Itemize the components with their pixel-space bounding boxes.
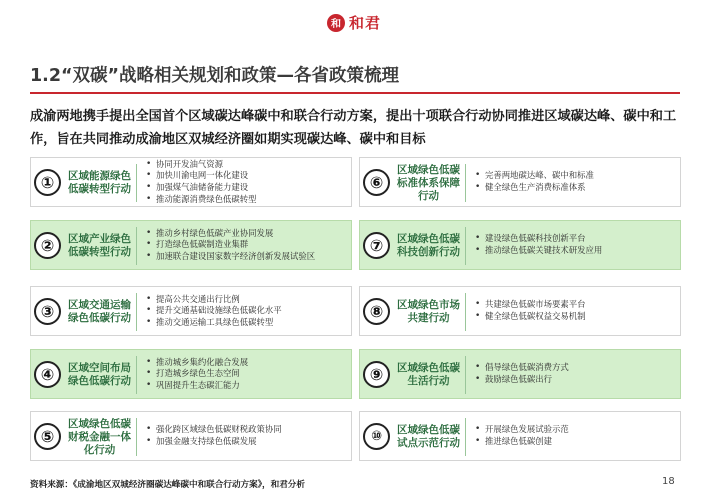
action-items: [474, 350, 676, 398]
list-item: • 提升交通基础设施绿色低碳化水平: [145, 305, 347, 317]
list-item: • 强化跨区域绿色低碳财税政策协同: [145, 424, 347, 436]
action-card-8: [359, 286, 681, 336]
action-items: [474, 412, 676, 460]
action-number: ⑨: [363, 361, 390, 388]
list-item: • 协同开发油气资源: [145, 159, 347, 171]
label-divider: [465, 164, 466, 202]
page-title: 1.2“双碳”战略相关规划和政策—各省政策梳理: [30, 66, 400, 86]
action-card-2: [30, 220, 352, 270]
label-divider: [136, 293, 137, 331]
action-items: [474, 221, 676, 269]
label-divider: [136, 418, 137, 456]
action-card-10: [359, 411, 681, 461]
source-note: 资料来源：《成渝地区双城经济圈碳达峰碳中和联合行动方案》，和君分析: [30, 480, 305, 490]
lead-paragraph: 成渝两地携手提出全国首个区域碳达峰碳中和联合行动方案，提出十项联合行动协同推进区域碳达峰、碳中和工作，旨在共同推动成渝地区双城经济圈如期实现碳达峰、碳中和目标: [30, 109, 677, 147]
action-card-7: [359, 220, 681, 270]
action-items: [474, 158, 676, 206]
action-card-5: [30, 411, 352, 461]
brand-mark-icon: 和: [327, 14, 345, 32]
action-number: ①: [34, 169, 61, 196]
action-number: ②: [34, 232, 61, 259]
action-number: ⑦: [363, 232, 390, 259]
action-card-3: [30, 286, 352, 336]
list-item: • 倡导绿色低碳消费方式: [474, 362, 676, 374]
action-card-1: [30, 157, 352, 207]
action-items: [474, 287, 676, 335]
list-item: • 健全绿色低碳权益交易机制: [474, 311, 676, 323]
list-item: • 共建绿色低碳市场要素平台: [474, 299, 676, 311]
list-item: • 完善两地碳达峰、碳中和标准: [474, 170, 676, 182]
list-item: • 开展绿色发展试验示范: [474, 424, 676, 436]
list-item: • 鼓励绿色低碳出行: [474, 374, 676, 386]
action-items: [145, 221, 347, 269]
list-item: • 推动绿色低碳关键技术研发应用: [474, 245, 676, 257]
action-label: 区域绿色低碳试点示范行动: [397, 424, 460, 449]
list-item: • 打造绿色低碳制造业集群: [145, 239, 347, 251]
list-item: • 健全绿色生产消费标准体系: [474, 182, 676, 194]
list-item: • 加快川渝电网一体化建设: [145, 170, 347, 182]
label-divider: [136, 164, 137, 202]
action-label: 区域产业绿色低碳转型行动: [68, 233, 131, 258]
list-item: • 推进绿色低碳创建: [474, 436, 676, 448]
action-items: [145, 287, 347, 335]
action-label: 区域绿色低碳财税金融一体化行动: [68, 417, 131, 456]
action-number: ④: [34, 361, 61, 388]
action-label: 区域绿色低碳生活行动: [397, 362, 460, 387]
action-number: ⑩: [363, 423, 390, 450]
label-divider: [136, 227, 137, 265]
action-number: ⑥: [363, 169, 390, 196]
action-card-4: [30, 349, 352, 399]
brand-logo: [327, 12, 381, 33]
brand-name: 和君: [349, 14, 382, 32]
action-label: 区域交通运输绿色低碳行动: [68, 299, 131, 324]
action-card-6: [359, 157, 681, 207]
label-divider: [465, 356, 466, 394]
list-item: • 打造城乡绿色生态空间: [145, 368, 347, 380]
list-item: • 加速联合建设国家数字经济创新发展试验区: [145, 251, 347, 263]
action-items: [145, 158, 347, 206]
action-number: ⑤: [34, 423, 61, 450]
action-items: [145, 412, 347, 460]
action-label: 区域绿色低碳科技创新行动: [397, 233, 460, 258]
label-divider: [465, 227, 466, 265]
action-card-9: [359, 349, 681, 399]
list-item: • 推动交通运输工具绿色低碳转型: [145, 317, 347, 329]
action-label: 区域绿色市场共建行动: [397, 299, 460, 324]
action-label: 区域能源绿色低碳转型行动: [68, 170, 131, 195]
list-item: • 建设绿色低碳科技创新平台: [474, 233, 676, 245]
action-number: ③: [34, 298, 61, 325]
action-number: ⑧: [363, 298, 390, 325]
action-items: [145, 350, 347, 398]
list-item: • 巩固提升生态碳汇能力: [145, 380, 347, 392]
list-item: • 推动能源消费绿色低碳转型: [145, 194, 347, 206]
page-number: 18: [662, 476, 675, 487]
title-divider: [30, 92, 680, 94]
label-divider: [465, 293, 466, 331]
action-label: 区域空间布局绿色低碳行动: [68, 362, 131, 387]
label-divider: [136, 356, 137, 394]
list-item: • 推动乡村绿色低碳产业协同发展: [145, 228, 347, 240]
list-item: • 加强煤气油储备能力建设: [145, 182, 347, 194]
list-item: • 推动城乡集约化融合发展: [145, 357, 347, 369]
list-item: • 提高公共交通出行比例: [145, 294, 347, 306]
action-label: 区域绿色低碳标准体系保障行动: [397, 163, 460, 202]
label-divider: [465, 418, 466, 456]
list-item: • 加强金融支持绿色低碳发展: [145, 436, 347, 448]
